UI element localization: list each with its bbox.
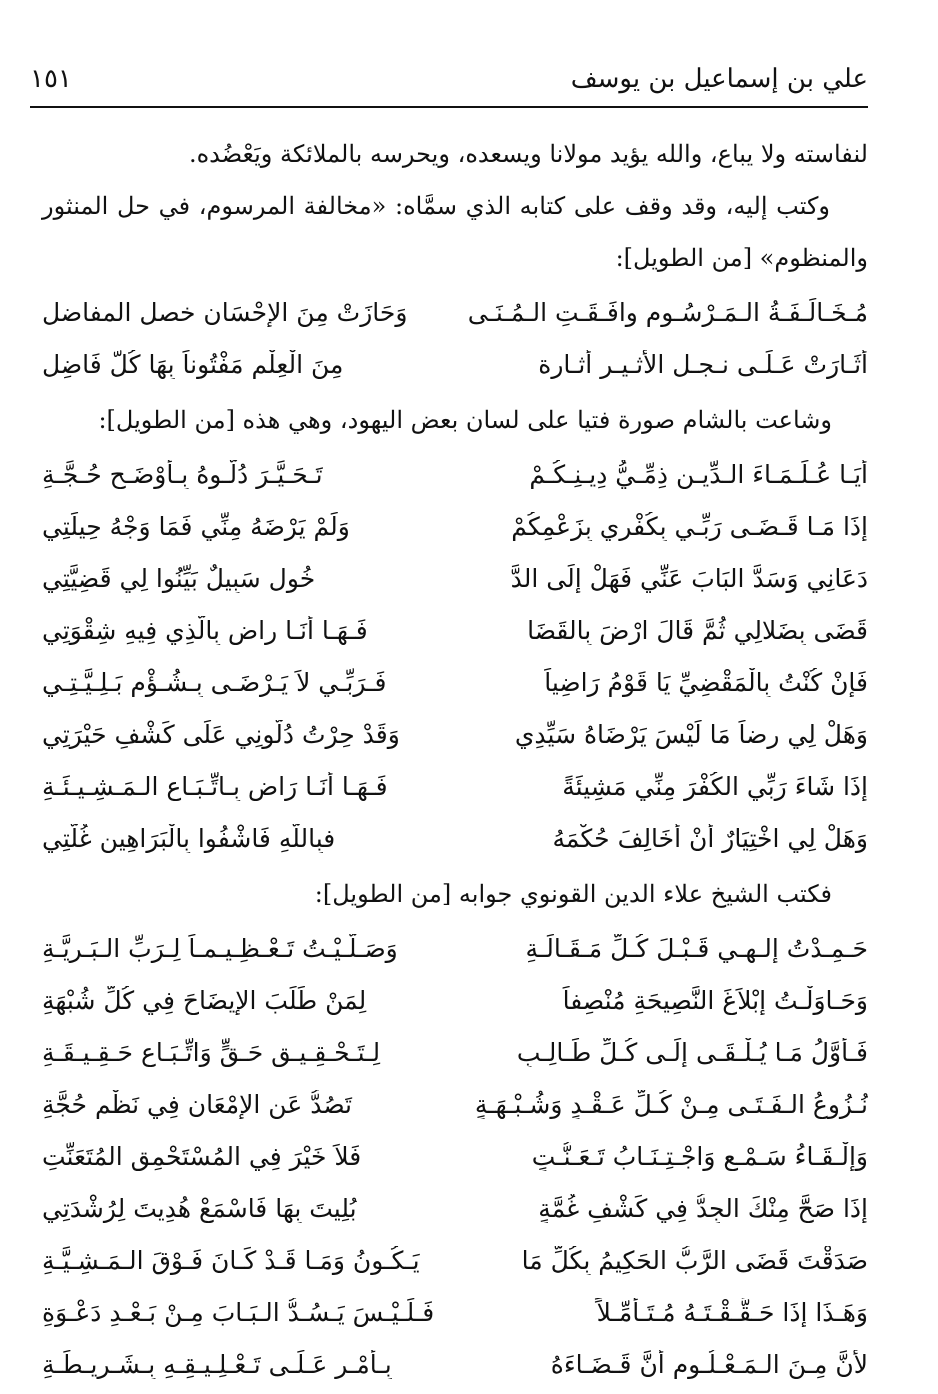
verse-second-hemistich: فَـلَـيْـسَ يَـسُـدُّ الـبَـابَ مِـنْ بَـعْـدِ دَعْـوَةِ [42, 1297, 435, 1327]
verse-second-hemistich: فَـرَبِّـي لاَ يَـرْضَـى بِـشُـؤْمِ بَـلِـيَّـتِـي [42, 667, 387, 697]
verse-first-hemistich: لأَنَّ مِـنَ الـمَـعْـلُـومِ أَنَّ قَـضَـاءَهُ [550, 1349, 868, 1379]
verse-second-hemistich: بُلِيتَ بِهَا فَاسْمَعْ هُدِيتَ لِرُشْدَتِي [42, 1193, 357, 1223]
page-number: ١٥١ [30, 64, 72, 94]
poem-3 [42, 922, 868, 1390]
verse-line [42, 604, 868, 656]
verse-second-hemistich: يَـكُـونُ وَمَـا قَـدْ كَـانَ فَـوْقَ الـمَـشِـيَّـةِ [42, 1245, 420, 1275]
verse-second-hemistich: مِنَ الْعِلْمِ مَفْتُوناً بِهَا كُلُّ فَاضِلِ [42, 349, 344, 379]
verse-second-hemistich: وَلَمْ يَرْضَهُ مِنِّي فَمَا وَجْهُ حِيلَتِي [42, 511, 350, 541]
verse-first-hemistich: وَهَلْ لِي رِضاً مَا لَيْسَ يَرْضَاهُ سَيِّدِي [514, 719, 868, 749]
verse-second-hemistich: تَصُدُّ عَنِ الإِمْعَانِ فِي نَظْمِ حُجَّةِ [42, 1089, 352, 1119]
verse-second-hemistich: بِـأَمْـرٍ عَـلَـى تَـعْـلِـيـقِـهِ بِـشَـرِيـطَـةِ [42, 1349, 392, 1379]
verse-line [42, 760, 868, 812]
verse-first-hemistich: أَثَـارَتْ عَـلَـى نـجـل الأثـيـر أثـارة [538, 349, 868, 379]
verse-line [42, 1286, 868, 1338]
verse-line [42, 338, 868, 390]
verse-first-hemistich: أَيَـا عُـلَـمَـاءَ الـدِّيـنِ ذِمِّـيُّ دِيـنِـكُـمْ [529, 459, 868, 489]
page-body [42, 128, 868, 1394]
verse-second-hemistich: تَـحَـيَّـرَ دُلُّـوهُ بِـأَوْضَـحِ حُـجَّـةِ [42, 459, 323, 489]
header-title: علي بن إسماعيل بن يوسف [570, 64, 868, 94]
verse-second-hemistich: وَصَـلَّـيْـتُ تَـعْـظِـيـمـاً لِـرَبِّ الـبَـرِيَّـةِ [42, 933, 398, 963]
paragraph: وكتب إليه، وقد وقف على كتابه الذي سمَّاه: «مخالفة المرسوم، في حل المنثور والمنظوم» [من الطويل]: [42, 192, 868, 272]
verse-line [42, 1234, 868, 1286]
verse-line [42, 1026, 868, 1078]
verse-second-hemistich: فَـهَـا أَنَـا راضٍ بِالَّذِي فِيهِ شِقْوَتِي [42, 615, 368, 645]
verse-first-hemistich: صَدَقْتَ قَضَى الرَّبُّ الحَكِيمُ بِكُلِّ مَا [521, 1245, 868, 1275]
paragraph: لنفاسته ولا يباع، والله يؤيد مولانا ويسعده، ويحرسه بالملائكة ويَعْضُده. [188, 140, 868, 168]
verse-first-hemistich: وَهَلْ لِي اخْتِيَارٌ أَنْ أُخَالِفَ حُكْمَهُ [552, 823, 868, 853]
verse-second-hemistich: خُولِ سَبِيلٌ بَيِّنُوا لِي قَضِيَّتِي [42, 563, 316, 593]
poem-intro: وشاعت بالشام صورة فتيا على لسان بعض اليهود، وهي هذه [من الطويل]: [98, 406, 832, 434]
verse-first-hemistich: وَإِلْـقَـاءُ سَـمْـعٍ وَاجْـتِـنَـابُ تَـعَـنُّـتٍ [531, 1141, 868, 1171]
verse-line [42, 922, 868, 974]
verse-first-hemistich: وَحَـاوَلْـتُ إِبْلاَغَ النَّصِيحَةِ مُنْصِفاً [562, 985, 868, 1015]
verse-line [42, 286, 868, 338]
verse-second-hemistich: فبِاللَّهِ فَاشْفُوا بِالْبَرَاهِينِ غُلَّتِي [42, 823, 336, 853]
verse-first-hemistich: وَهَـذَا إِذَا حَـقَّـقْـتَـهُ مُـتَـأَمِّـلاً [596, 1297, 868, 1327]
verse-line [42, 500, 868, 552]
verse-line [42, 708, 868, 760]
verse-second-hemistich: فَـهَـا أَنَـا رَاضٍ بِـاتِّـبَـاعِ الـمَـشِـيـئَـةِ [42, 771, 388, 801]
verse-line [42, 812, 868, 864]
verse-first-hemistich: حَـمِـدْتُ إِلـهِـي قَـبْـلَ كُـلِّ مَـقَـالَـةِ [525, 933, 868, 963]
verse-line [42, 974, 868, 1026]
verse-second-hemistich: وَحَازَتْ مِنَ الإحْسَانِ خصل المفاضلِ [42, 297, 408, 327]
verse-first-hemistich: فَـأَوَّلُ مَـا يُـلْـقَـى إِلَـى كُـلِّ طَـالِـبٍ [516, 1037, 868, 1067]
verse-first-hemistich: دَعَانِي وَسَدَّ البَابَ عَنِّي فَهَلْ إِلَى الدَّ [510, 563, 868, 593]
verse-first-hemistich: إِذَا مَـا قَـضَـى رَبِّـي بِكُفْرِي بِزَعْمِكُمْ [511, 511, 868, 541]
verse-first-hemistich: إِذَا صَحَّ مِنْكَ الجِدُّ فِي كَشْفِ غُمَّةٍ [538, 1193, 868, 1223]
verse-second-hemistich: وَقَدْ حِرْتُ دُلُّونِي عَلَى كَشْفِ حَيْرَتِي [42, 719, 400, 749]
verse-line [42, 1078, 868, 1130]
verse-first-hemistich: إِذَا شَاءَ رَبِّي الكُفْرَ مِنِّي مَشِيئَةً [562, 771, 868, 801]
poem-intro: فكتب الشيخ علاء الدين القونوي جوابه [من الطويل]: [314, 880, 832, 908]
verse-line [42, 552, 868, 604]
verse-line [42, 1130, 868, 1182]
verse-second-hemistich: فَلاَ خَيْرَ فِي المُسْتَحْمِقِ المُتَعَنِّتِ [42, 1141, 362, 1171]
running-header [30, 52, 868, 108]
verse-line [42, 1182, 868, 1234]
poem-1 [42, 286, 868, 390]
verse-line [42, 448, 868, 500]
verse-line [42, 656, 868, 708]
verse-first-hemistich: قَضَى بِضَلالِي ثُمَّ قَالَ ارْضَ بِالقَضَا [527, 615, 868, 645]
verse-first-hemistich: نُـزُوعُ الـفَـتَـى مِـنْ كُـلِّ عَـقْـدٍ وَشُـبْـهَـةٍ [474, 1089, 868, 1119]
verse-second-hemistich: لِمَنْ طَلَبَ الإِيضَاحَ فِي كُلِّ شُبْهَةِ [42, 985, 367, 1015]
verse-first-hemistich: فَإِنْ كُنْتُ بِالْمَقْضِيِّ يَا قَوْمُ رَاضِياً [544, 667, 868, 697]
verse-line [42, 1338, 868, 1390]
verse-first-hemistich: مُـخَـالَـفَـةُ الـمَـرْسُـومِ وافَـقَـتِ الـمُـنَـى [467, 297, 868, 327]
poem-2 [42, 448, 868, 864]
verse-second-hemistich: لِـتَـحْـقِـيـقِ حَـقٍّ وَاتِّـبَـاعِ حَـقِـيـقَـةِ [42, 1037, 381, 1067]
